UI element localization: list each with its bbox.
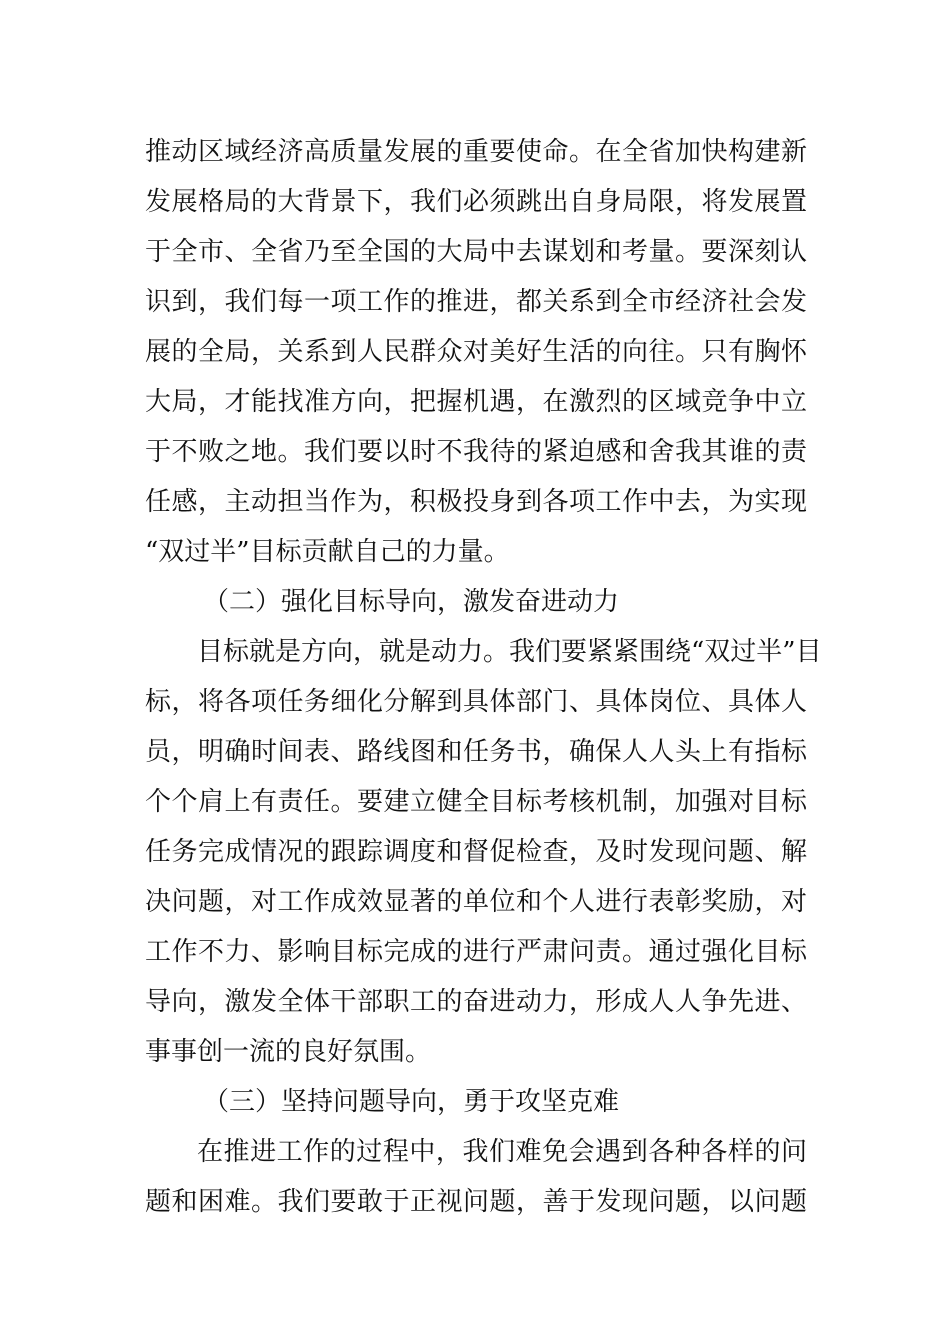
text-line: 决问题，对工作成效显著的单位和个人进行表彰奖励，对 — [145, 887, 807, 917]
text-line: 工作不力、影响目标完成的进行严肃问责。通过强化目标 — [145, 937, 807, 967]
text-line: 任感，主动担当作为，积极投身到各项工作中去，为实现 — [145, 487, 807, 517]
text-line: 展的全局，关系到人民群众对美好生活的向往。只有胸怀 — [145, 337, 807, 367]
text-line: 任务完成情况的跟踪调度和督促检查，及时发现问题、解 — [145, 837, 807, 867]
section-heading-2: （二）强化目标导向，激发奋进动力 — [203, 587, 620, 617]
text-line: 事事创一流的良好氛围。 — [145, 1037, 432, 1067]
text-line: 推动区域经济高质量发展的重要使命。在全省加快构建新 — [145, 137, 807, 167]
text-line: “双过半”目标贡献自己的力量。 — [145, 537, 510, 567]
paragraph-3 — [145, 1127, 807, 1227]
text-line: 在推进工作的过程中，我们难免会遇到各种各样的问 — [197, 1137, 807, 1167]
text-line: 导向，激发全体干部职工的奋进动力，形成人人争先进、 — [145, 987, 807, 1017]
text-line: 题和困难。我们要敢于正视问题，善于发现问题，以问题 — [145, 1187, 807, 1217]
text-line: 员，明确时间表、路线图和任务书，确保人人头上有指标 — [145, 737, 807, 767]
text-line: 大局，才能找准方向，把握机遇，在激烈的区域竞争中立 — [145, 387, 807, 417]
text-line: 发展格局的大背景下，我们必须跳出自身局限，将发展置 — [145, 187, 807, 217]
document-body — [145, 127, 822, 1227]
text-line: 于不败之地。我们要以时不我待的紧迫感和舍我其谁的责 — [145, 437, 807, 467]
paragraph-1 — [145, 127, 807, 577]
section-heading-3: （三）坚持问题导向，勇于攻坚克难 — [203, 1087, 620, 1117]
text-line: 识到，我们每一项工作的推进，都关系到全市经济社会发 — [145, 287, 807, 317]
paragraph-2 — [145, 627, 822, 1077]
text-line: 于全市、全省乃至全国的大局中去谋划和考量。要深刻认 — [145, 237, 807, 267]
text-line: 目标就是方向，就是动力。我们要紧紧围绕“双过半”目 — [197, 637, 822, 667]
text-line: 标，将各项任务细化分解到具体部门、具体岗位、具体人 — [145, 687, 807, 717]
text-line: 个个肩上有责任。要建立健全目标考核机制，加强对目标 — [145, 787, 807, 817]
